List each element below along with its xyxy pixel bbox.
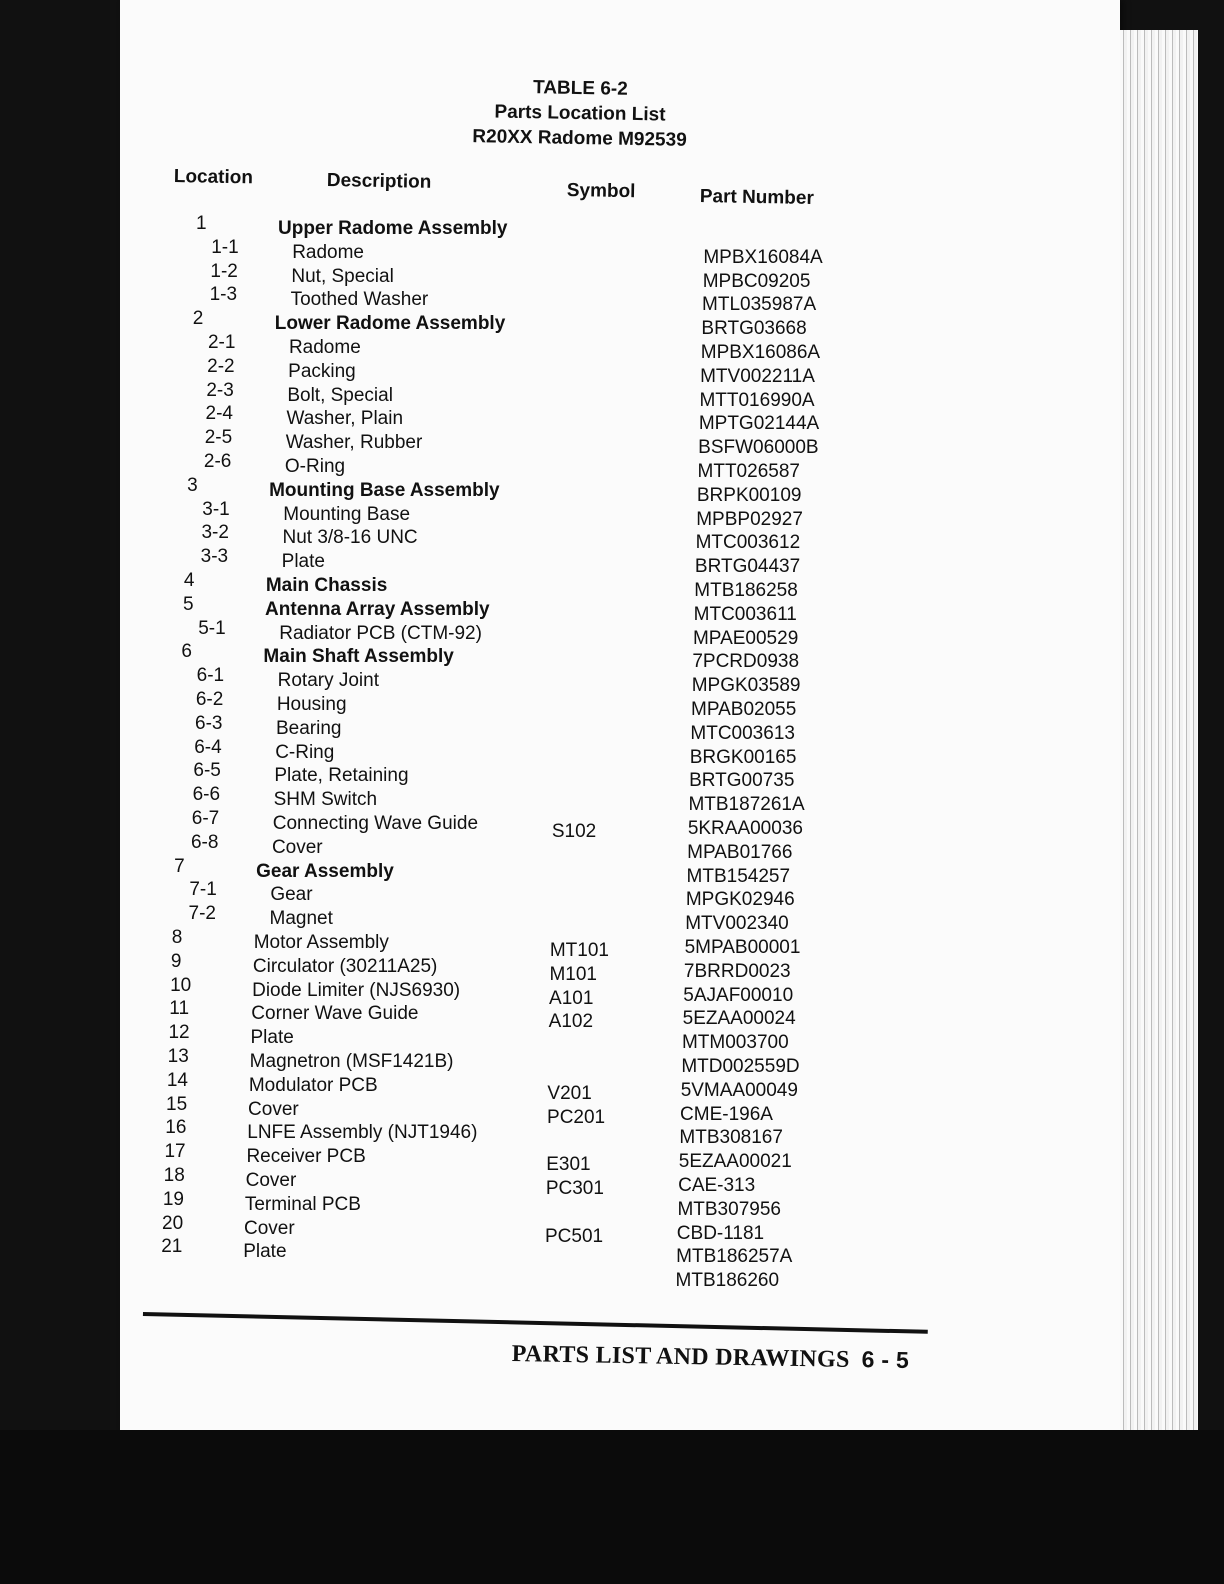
part-number-cell: 7BRRD0023: [683, 960, 791, 982]
description-cell: Plate: [243, 1241, 287, 1263]
symbol-cell: PC501: [545, 1225, 604, 1247]
description-cell: Plate: [281, 551, 325, 573]
location-cell: 6-2: [195, 689, 224, 710]
description-cell: Main Chassis: [265, 575, 388, 596]
location-cell: 1-2: [210, 260, 238, 282]
description-cell: Rotary Joint: [277, 670, 379, 692]
location-cell: 20: [162, 1212, 184, 1234]
location-cell: 5-1: [198, 617, 226, 639]
symbol-cell: E301: [546, 1154, 591, 1176]
table-subtitle: R20XX Radome M92539: [472, 126, 687, 151]
location-cell: 2-1: [207, 332, 236, 353]
location-cell: 6-4: [194, 736, 222, 758]
description-cell: Cover: [248, 1098, 299, 1120]
scan-shadow: [0, 1430, 1224, 1584]
description-cell: Magnet: [269, 908, 333, 930]
location-cell: 9: [170, 950, 182, 972]
description-cell: Radome: [292, 241, 365, 263]
symbol-cell: A101: [549, 987, 594, 1009]
location-cell: 6-1: [196, 665, 225, 687]
description-cell: Cover: [244, 1217, 295, 1239]
part-number-cell: MPBC09205: [702, 270, 811, 292]
symbol-cell: M101: [549, 963, 597, 985]
location-cell: 10: [170, 974, 192, 996]
location-cell: 3-1: [202, 498, 230, 520]
part-number-cell: MPBP02927: [696, 508, 803, 530]
part-number-cell: BRTG03668: [701, 318, 807, 340]
location-cell: 2-3: [206, 379, 234, 401]
header-location: Location: [173, 166, 254, 189]
location-cell: 14: [166, 1069, 188, 1091]
description-cell: Plate: [250, 1027, 294, 1049]
footer-section: PARTS LIST AND DRAWINGS: [511, 1340, 850, 1373]
description-cell: Gear: [270, 884, 313, 906]
location-cell: 3: [187, 474, 198, 496]
part-number-cell: MTV002340: [685, 913, 789, 935]
header-description: Description: [326, 170, 432, 193]
location-cell: 6: [181, 641, 192, 663]
part-number-cell: 5EZAA00024: [682, 1008, 796, 1030]
location-cell: 8: [171, 927, 183, 948]
part-number-cell: 5AJAF00010: [683, 984, 794, 1006]
location-cell: 3-2: [201, 522, 229, 544]
part-number-cell: MTB154257: [686, 865, 791, 887]
description-cell: Gear Assembly: [256, 860, 394, 882]
part-number-cell: MTC003611: [693, 603, 797, 625]
location-cell: 17: [164, 1141, 186, 1163]
part-number-cell: MTB307956: [677, 1198, 781, 1220]
part-number-cell: MPBX16086A: [700, 342, 821, 363]
description-cell: LNFE Assembly (NJT1946): [247, 1122, 478, 1144]
part-number-cell: CME-196A: [680, 1103, 773, 1125]
description-cell: C-Ring: [275, 741, 335, 763]
part-number-cell: 5KRAA00036: [687, 818, 803, 839]
location-cell: 2: [192, 308, 204, 330]
description-cell: Mounting Base Assembly: [269, 479, 500, 501]
part-number-cell: BRTG00735: [689, 770, 795, 792]
location-cell: 12: [168, 1022, 190, 1044]
description-cell: Washer, Plain: [286, 408, 404, 430]
description-cell: Radiator PCB (CTM-92): [279, 622, 482, 644]
location-cell: 1: [196, 213, 207, 234]
part-number-cell: MTM003700: [681, 1032, 789, 1054]
part-number-cell: MTB308167: [679, 1127, 783, 1149]
description-cell: Antenna Array Assembly: [265, 598, 490, 620]
part-number-cell: MPBX16084A: [703, 246, 823, 268]
header-part-number: Part Number: [699, 186, 815, 209]
description-cell: Receiver PCB: [246, 1146, 366, 1168]
symbol-cell: PC301: [545, 1178, 604, 1199]
location-cell: 3-3: [200, 546, 229, 568]
part-number-cell: MTL035987A: [702, 294, 817, 316]
part-number-cell: 7PCRD0938: [692, 651, 800, 673]
part-number-cell: BRPK00109: [696, 484, 802, 506]
location-cell: 2-6: [203, 451, 232, 472]
description-cell: Corner Wave Guide: [251, 1003, 419, 1025]
part-number-cell: 5VMAA00049: [680, 1079, 798, 1101]
table-name: Parts Location List: [494, 101, 666, 126]
description-cell: Packing: [288, 360, 356, 382]
description-cell: Motor Assembly: [253, 932, 389, 953]
description-cell: SHM Switch: [273, 789, 378, 811]
description-cell: Toothed Washer: [290, 289, 429, 311]
part-number-cell: MTC003612: [695, 532, 801, 554]
location-cell: 13: [167, 1046, 189, 1067]
part-number-cell: MTC003613: [690, 722, 795, 744]
location-cell: 2-5: [204, 427, 233, 449]
description-cell: Upper Radome Assembly: [278, 218, 508, 239]
location-cell: 11: [169, 998, 190, 1020]
part-number-cell: 5MPAB00001: [684, 937, 801, 958]
description-cell: Modulator PCB: [248, 1074, 378, 1096]
part-number-cell: MTD002559D: [681, 1056, 800, 1077]
symbol-cell: MT101: [549, 940, 609, 961]
part-number-cell: MPGK02946: [685, 889, 795, 911]
location-cell: 7-1: [189, 879, 217, 901]
symbol-cell: S102: [551, 821, 597, 842]
part-number-cell: MTT016990A: [699, 389, 815, 411]
description-cell: Plate, Retaining: [274, 765, 409, 787]
part-number-cell: MPTG02144A: [698, 413, 820, 435]
part-number-cell: MTB187261A: [688, 794, 805, 816]
description-cell: Lower Radome Assembly: [274, 313, 506, 335]
header-symbol: Symbol: [566, 180, 636, 203]
location-cell: 7: [174, 855, 185, 877]
description-cell: Connecting Wave Guide: [272, 813, 479, 834]
part-number-cell: MPAB01766: [687, 841, 793, 863]
location-cell: 2-2: [207, 355, 235, 377]
description-cell: Magnetron (MSF1421B): [249, 1051, 454, 1072]
symbol-cell: A102: [548, 1011, 594, 1033]
location-cell: 4: [183, 570, 195, 591]
description-cell: Cover: [271, 836, 323, 858]
part-number-cell: MTB186258: [694, 580, 798, 601]
location-cell: 15: [166, 1093, 188, 1115]
location-cell: 2-4: [205, 403, 233, 425]
location-cell: 6-7: [191, 808, 220, 829]
table-title: [379, 73, 780, 155]
part-number-cell: MPGK03589: [691, 675, 801, 697]
part-number-cell: CAE-313: [678, 1175, 756, 1196]
location-cell: 19: [162, 1188, 184, 1210]
location-cell: 16: [165, 1117, 187, 1139]
part-number-cell: BRTG04437: [694, 556, 801, 578]
part-number-cell: 5EZAA00021: [678, 1151, 792, 1173]
description-cell: Cover: [245, 1170, 297, 1191]
location-cell: 6-8: [190, 831, 219, 853]
description-cell: Mounting Base: [283, 503, 411, 525]
description-cell: Nut 3/8-16 UNC: [282, 527, 418, 549]
symbol-cell: V201: [547, 1082, 592, 1104]
location-cell: 1-1: [211, 236, 239, 258]
page-number: 6 - 5: [861, 1346, 910, 1373]
description-cell: Radome: [288, 337, 361, 358]
part-number-cell: BSFW06000B: [698, 437, 819, 459]
description-cell: Circulator (30211A25): [252, 955, 438, 977]
description-cell: Housing: [276, 694, 347, 715]
location-cell: 18: [163, 1165, 185, 1186]
location-cell: 6-5: [193, 760, 221, 782]
symbol-cell: PC201: [547, 1106, 606, 1128]
description-cell: Main Shaft Assembly: [263, 646, 454, 668]
description-cell: Diode Limiter (NJS6930): [252, 979, 461, 1001]
part-number-cell: BRGK00165: [689, 746, 797, 768]
page-edges: [1120, 30, 1198, 1450]
location-cell: 21: [161, 1236, 183, 1258]
part-number-cell: MTB186260: [675, 1270, 780, 1292]
description-cell: Terminal PCB: [244, 1193, 361, 1215]
description-cell: Washer, Rubber: [285, 432, 423, 454]
table-number: TABLE 6-2: [532, 77, 628, 100]
description-cell: Bolt, Special: [287, 384, 393, 406]
part-number-cell: MTT026587: [697, 461, 800, 482]
part-number-cell: MPAB02055: [691, 699, 797, 720]
part-number-cell: MTV002211A: [700, 365, 815, 387]
description-cell: Bearing: [276, 717, 342, 739]
location-cell: 6-3: [195, 712, 223, 734]
part-number-cell: CBD-1181: [676, 1222, 765, 1244]
location-cell: 5: [183, 593, 194, 615]
location-cell: 1-3: [209, 284, 238, 306]
description-cell: Nut, Special: [291, 265, 394, 287]
part-number-cell: MPAE00529: [692, 627, 799, 649]
part-number-cell: MTB186257A: [676, 1246, 793, 1268]
location-cell: 6-6: [192, 784, 221, 806]
description-cell: O-Ring: [284, 456, 346, 477]
location-cell: 7-2: [188, 903, 216, 925]
